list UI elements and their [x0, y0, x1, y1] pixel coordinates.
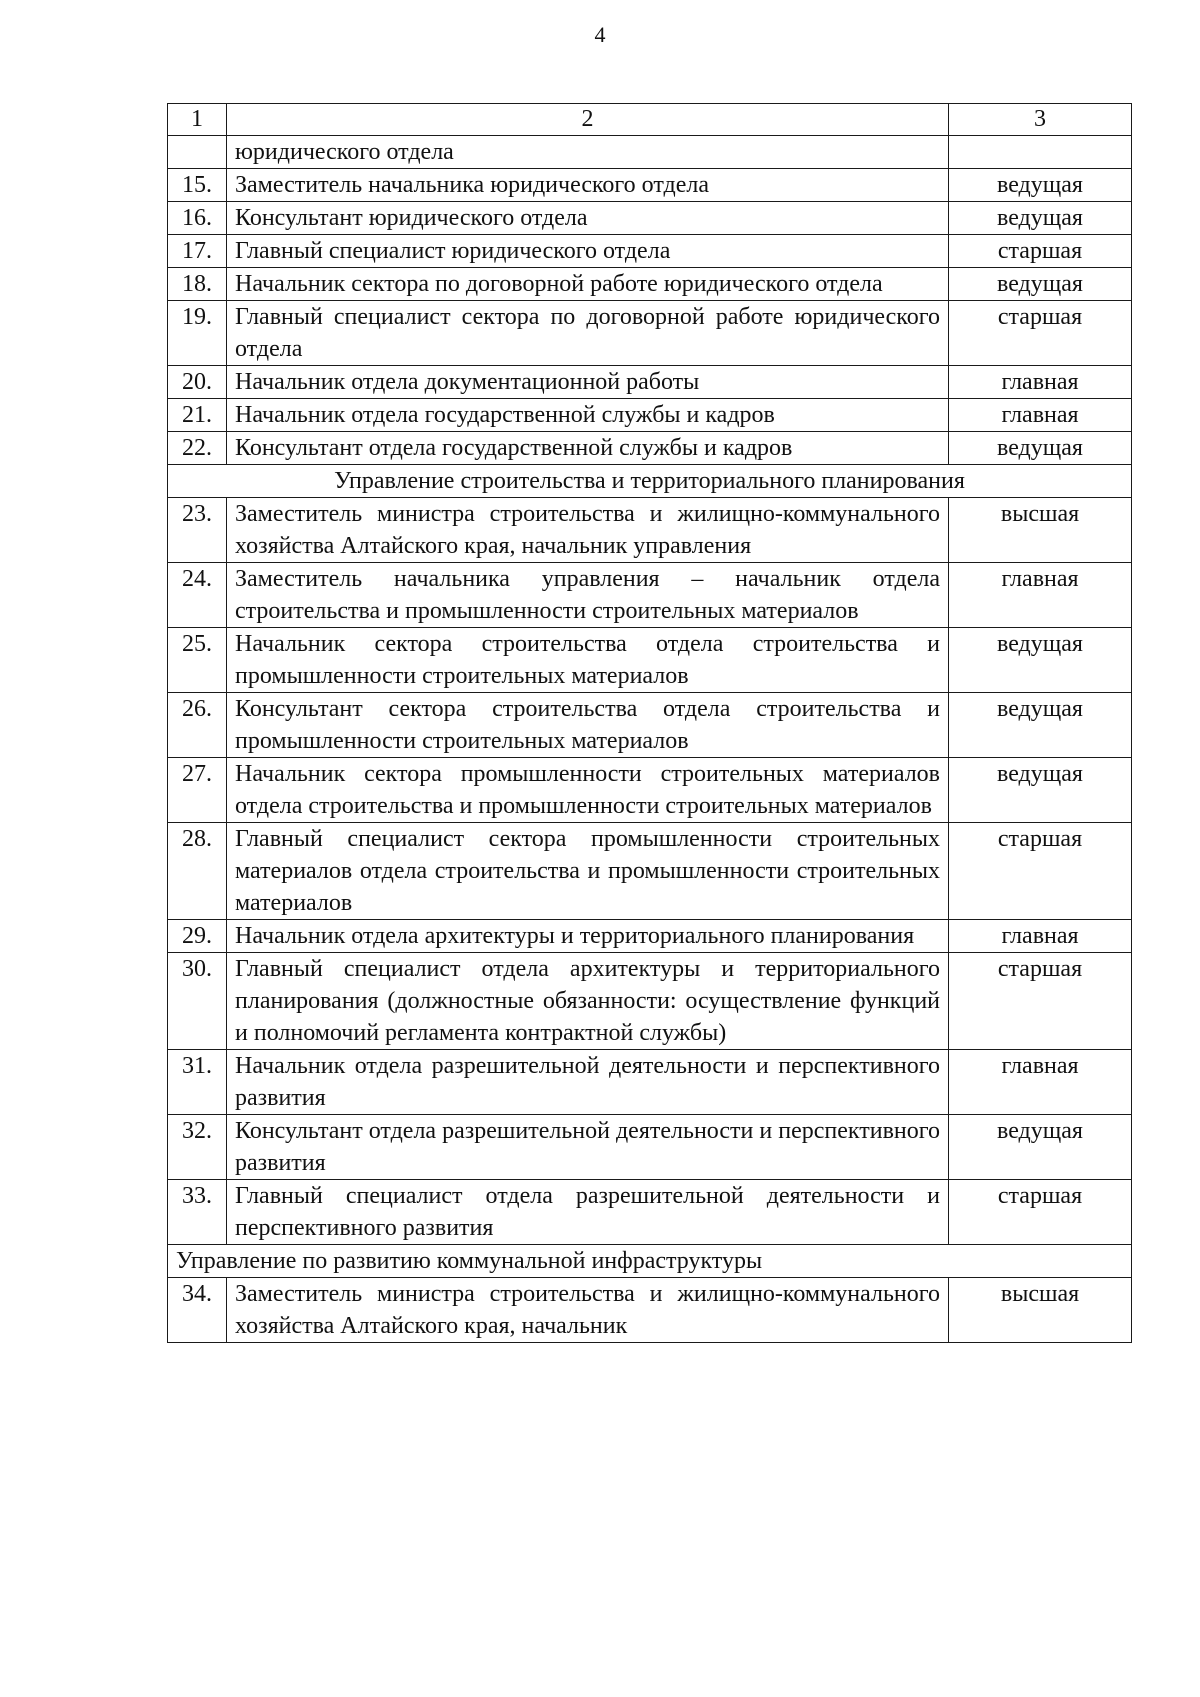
- position-group: старшая: [949, 823, 1132, 920]
- position-title: Начальник отдела документационной работы: [227, 366, 949, 399]
- position-group: старшая: [949, 235, 1132, 268]
- position-title: Главный специалист юридического отдела: [227, 235, 949, 268]
- position-title: Начальник сектора промышленности строительных материалов отдела строительства и промышленности строительных материалов: [227, 758, 949, 823]
- row-number: 34.: [168, 1278, 227, 1343]
- table-header-row: [168, 104, 1132, 136]
- position-group: высшая: [949, 1278, 1132, 1343]
- row-number: 27.: [168, 758, 227, 823]
- table-row: [168, 628, 1132, 693]
- position-title: Начальник сектора по договорной работе юридического отдела: [227, 268, 949, 301]
- position-group: ведущая: [949, 758, 1132, 823]
- position-group: [949, 136, 1132, 169]
- table-row: [168, 758, 1132, 823]
- row-number: 24.: [168, 563, 227, 628]
- position-group: ведущая: [949, 693, 1132, 758]
- position-title: Заместитель министра строительства и жилищно-коммунального хозяйства Алтайского края, начальник управления: [227, 498, 949, 563]
- row-number: 25.: [168, 628, 227, 693]
- header-col-2: 2: [227, 104, 949, 136]
- position-title: Консультант сектора строительства отдела строительства и промышленности строительных материалов: [227, 693, 949, 758]
- header-col-1: 1: [168, 104, 227, 136]
- position-title: Начальник сектора строительства отдела строительства и промышленности строительных материалов: [227, 628, 949, 693]
- row-number: 17.: [168, 235, 227, 268]
- position-title: Заместитель министра строительства и жилищно-коммунального хозяйства Алтайского края, начальник: [227, 1278, 949, 1343]
- table-row: [168, 202, 1132, 235]
- table-row: [168, 136, 1132, 169]
- position-title: юридического отдела: [227, 136, 949, 169]
- row-number: 26.: [168, 693, 227, 758]
- section-row: [168, 465, 1132, 498]
- table-row: [168, 1050, 1132, 1115]
- table-row: [168, 920, 1132, 953]
- table-row: [168, 268, 1132, 301]
- table-row: [168, 498, 1132, 563]
- position-group: ведущая: [949, 268, 1132, 301]
- position-title: Заместитель начальника юридического отдела: [227, 169, 949, 202]
- position-title: Главный специалист сектора промышленности строительных материалов отдела строительства и промышленности строительных материалов: [227, 823, 949, 920]
- position-group: ведущая: [949, 1115, 1132, 1180]
- positions-table: [167, 103, 1132, 1343]
- row-number: 20.: [168, 366, 227, 399]
- table-row: [168, 693, 1132, 758]
- table-row: [168, 1180, 1132, 1245]
- position-title: Консультант отдела разрешительной деятельности и перспективного развития: [227, 1115, 949, 1180]
- position-title: Главный специалист отдела архитектуры и территориального планирования (должностные обязанности: осуществление функций и полномочий регламента контрактной службы): [227, 953, 949, 1050]
- row-number: 33.: [168, 1180, 227, 1245]
- position-title: Главный специалист отдела разрешительной деятельности и перспективного развития: [227, 1180, 949, 1245]
- row-number: 15.: [168, 169, 227, 202]
- position-group: главная: [949, 563, 1132, 628]
- row-number: 30.: [168, 953, 227, 1050]
- position-group: ведущая: [949, 202, 1132, 235]
- table-row: [168, 432, 1132, 465]
- position-title: Главный специалист сектора по договорной работе юридического отдела: [227, 301, 949, 366]
- position-group: главная: [949, 1050, 1132, 1115]
- section-row: [168, 1245, 1132, 1278]
- row-number: 31.: [168, 1050, 227, 1115]
- table-row: [168, 1115, 1132, 1180]
- position-title: Заместитель начальника управления – начальник отдела строительства и промышленности строительных материалов: [227, 563, 949, 628]
- table-row: [168, 235, 1132, 268]
- header-col-3: 3: [949, 104, 1132, 136]
- position-group: старшая: [949, 953, 1132, 1050]
- table-row: [168, 1278, 1132, 1343]
- position-group: главная: [949, 366, 1132, 399]
- page-number: 4: [594, 22, 606, 47]
- table-row: [168, 823, 1132, 920]
- position-title: Начальник отдела архитектуры и территориального планирования: [227, 920, 949, 953]
- row-number: 29.: [168, 920, 227, 953]
- position-title: Начальник отдела разрешительной деятельности и перспективного развития: [227, 1050, 949, 1115]
- position-group: старшая: [949, 301, 1132, 366]
- table-row: [168, 169, 1132, 202]
- section-title: Управление по развитию коммунальной инфраструктуры: [168, 1245, 1132, 1278]
- row-number: 16.: [168, 202, 227, 235]
- position-group: ведущая: [949, 432, 1132, 465]
- row-number: 23.: [168, 498, 227, 563]
- table-row: [168, 563, 1132, 628]
- position-title: Консультант юридического отдела: [227, 202, 949, 235]
- table-row: [168, 953, 1132, 1050]
- table-row: [168, 399, 1132, 432]
- row-number: 22.: [168, 432, 227, 465]
- section-title: Управление строительства и территориального планирования: [168, 465, 1132, 498]
- position-group: ведущая: [949, 169, 1132, 202]
- table-row: [168, 366, 1132, 399]
- position-group: ведущая: [949, 628, 1132, 693]
- row-number: 21.: [168, 399, 227, 432]
- position-group: главная: [949, 920, 1132, 953]
- table-row: [168, 301, 1132, 366]
- row-number: 32.: [168, 1115, 227, 1180]
- position-group: главная: [949, 399, 1132, 432]
- row-number: 18.: [168, 268, 227, 301]
- position-title: Консультант отдела государственной службы и кадров: [227, 432, 949, 465]
- position-group: высшая: [949, 498, 1132, 563]
- row-number: [168, 136, 227, 169]
- row-number: 19.: [168, 301, 227, 366]
- position-title: Начальник отдела государственной службы и кадров: [227, 399, 949, 432]
- row-number: 28.: [168, 823, 227, 920]
- position-group: старшая: [949, 1180, 1132, 1245]
- table-body: [168, 104, 1132, 1343]
